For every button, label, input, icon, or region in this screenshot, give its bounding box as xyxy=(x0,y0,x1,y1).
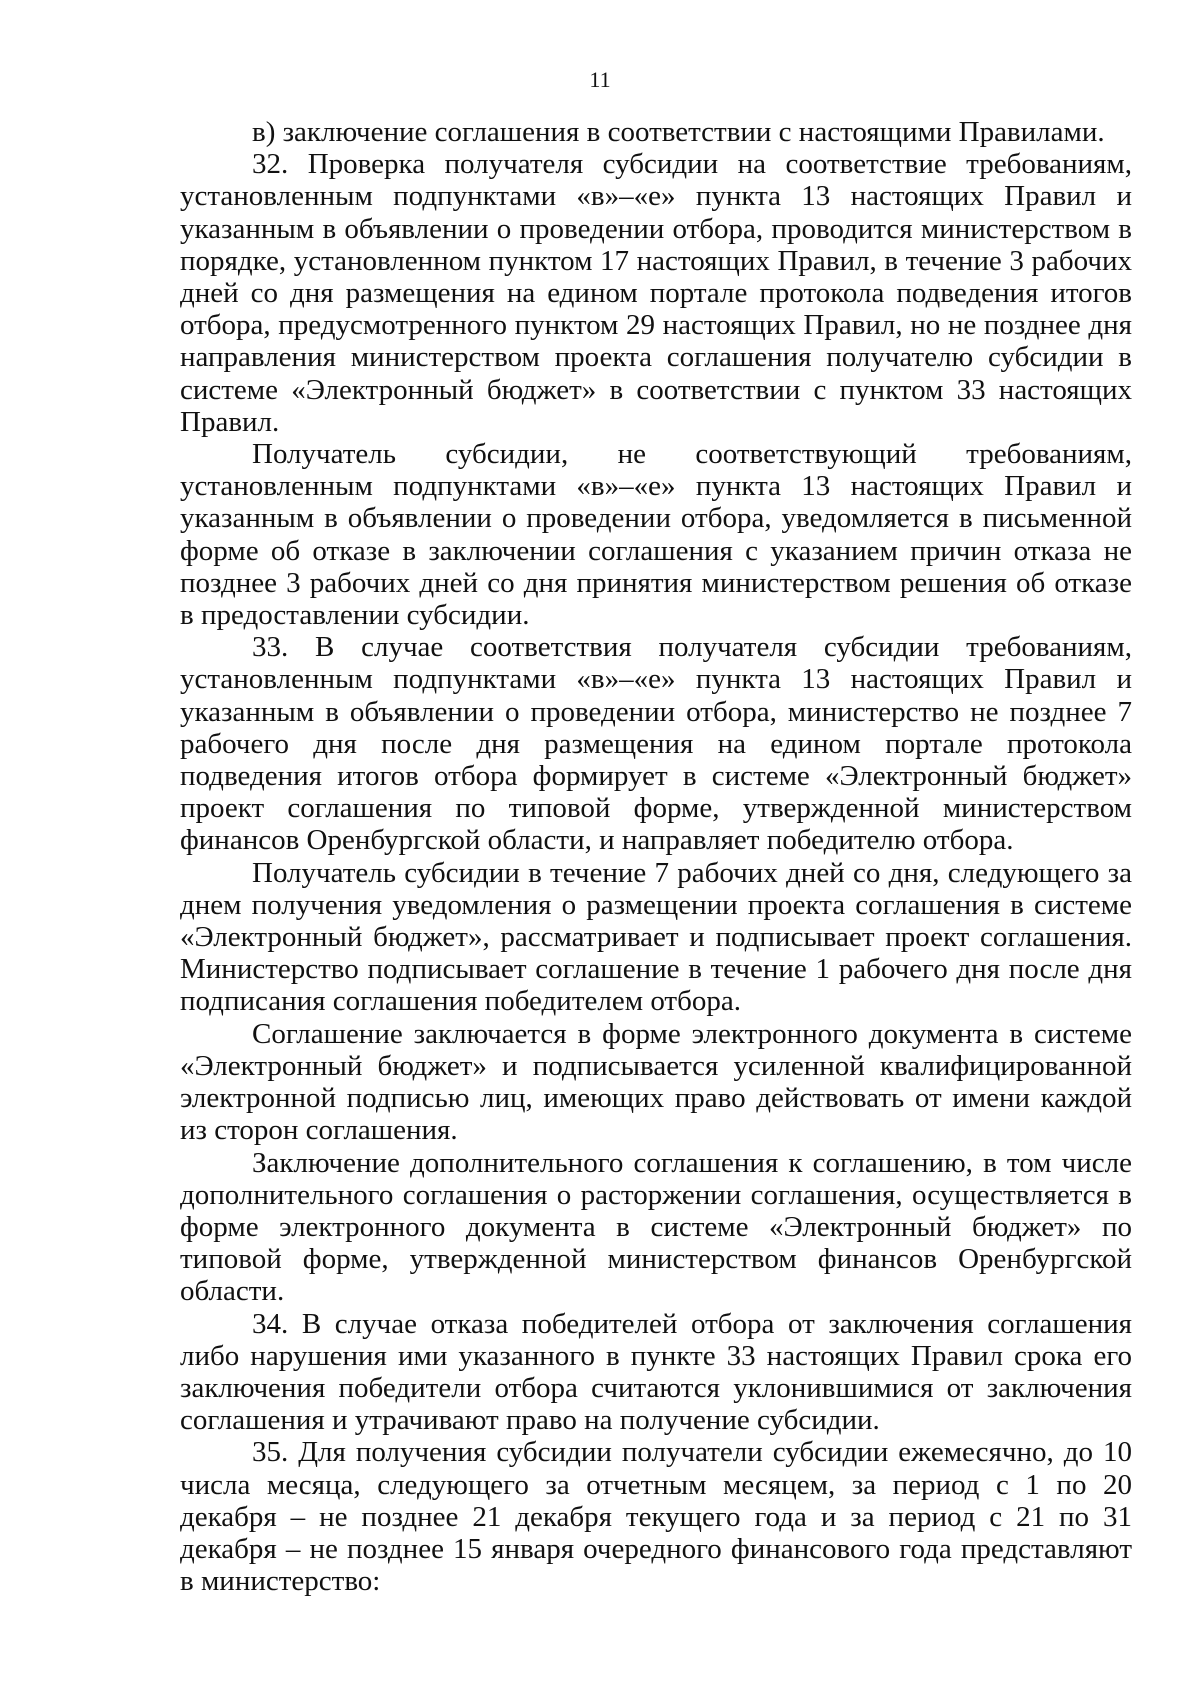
paragraph-33: 33. В случае соответствия получателя субсидии требованиям, установленным подпунктами «в»–«е» пункта 13 настоящих Правил и указанным в объявлении о проведении отбора, министерство не позднее 7 рабочего дня после дня размещения на едином портале протокола подведения итогов отбора формирует в системе «Электронный бюджет» проект соглашения по типовой форме, утвержденной министерством финансов Оренбургской области, и направляет победителю отбора. xyxy=(180,631,1132,857)
paragraph-33-electronic-agreement: Соглашение заключается в форме электронного документа в системе «Электронный бюджет» и подписывается усиленной квалифицированной электронной подписью лиц, имеющих право действовать от имени каждой из сторон соглашения. xyxy=(180,1017,1132,1147)
paragraph-35: 35. Для получения субсидии получатели субсидии ежемесячно, до 10 числа месяца, следующего за отчетным месяцем, за период с 1 по 20 декабря – не позднее 21 декабря текущего года и за период с 21 по 31 декабря – не позднее 15 января очередного финансового года представляют в министерство: xyxy=(180,1436,1132,1598)
paragraph-item-v: в) заключение соглашения в соответствии с настоящими Правилами. xyxy=(252,116,1105,148)
paragraph-32: 32. Проверка получателя субсидии на соответствие требованиям, установленным подпунктами «в»–«е» пункта 13 настоящих Правил и указанным в объявлении о проведении отбора, проводится министерством в порядке, установленном пунктом 17 настоящих Правил, в течение 3 рабочих дней со дня размещения на едином портале протокола подведения итогов отбора, предусмотренного пунктом 29 настоящих Правил, но не позднее дня направления министерством проекта соглашения получателю субсидии в системе «Электронный бюджет» в соответствии с пунктом 33 настоящих Правил. xyxy=(180,148,1132,438)
page-number: 11 xyxy=(589,67,611,92)
paragraph-32-recipient-notice: Получатель субсидии, не соответствующий требованиям, установленным подпунктами «в»–«е» пункта 13 настоящих Правил и указанным в объявлении о проведении отбора, уведомляется в письменной форме об отказе в заключении соглашения с указанием причин отказа не позднее 3 рабочих дней со дня принятия министерством решения об отказе в предоставлении субсидии. xyxy=(180,438,1132,632)
paragraph-33-recipient-signing: Получатель субсидии в течение 7 рабочих дней со дня, следующего за днем получения уведомления о размещении проекта соглашения в системе «Электронный бюджет», рассматривает и подписывает проект соглашения. Министерство подписывает соглашение в течение 1 рабочего дня после дня подписания соглашения победителем отбора. xyxy=(180,856,1132,1018)
paragraph-34: 34. В случае отказа победителей отбора от заключения соглашения либо нарушения ими указанного в пункте 33 настоящих Правил срока его заключения победители отбора считаются уклонившимися от заключения соглашения и утрачивают право на получение субсидии. xyxy=(180,1307,1132,1437)
document-body xyxy=(180,116,1132,1597)
paragraph-33-additional-agreement: Заключение дополнительного соглашения к соглашению, в том числе дополнительного соглашения о расторжении соглашения, осуществляется в форме электронного документа в системе «Электронный бюджет» по типовой форме, утвержденной министерством финансов Оренбургской области. xyxy=(180,1146,1132,1308)
